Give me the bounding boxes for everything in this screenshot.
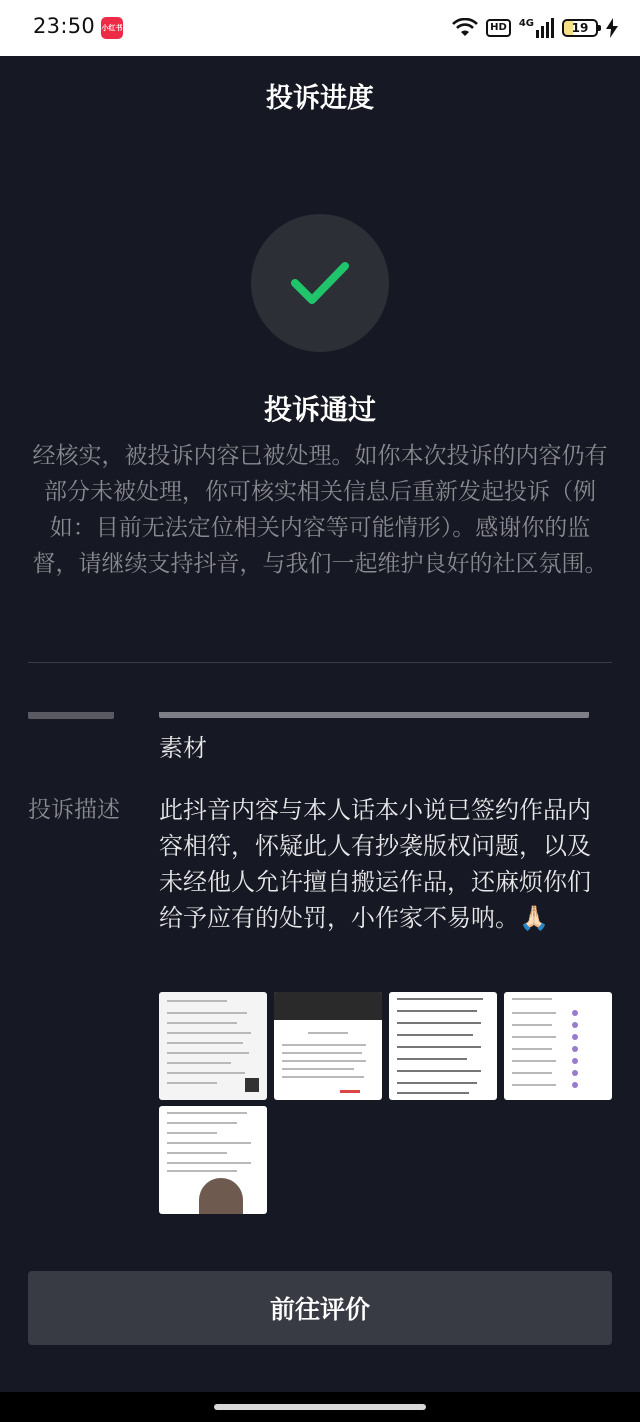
status-indicators [452,14,618,42]
result-title: 投诉通过 [263,393,376,426]
result-description: 经核实，被投诉内容已被处理。如你本次投诉的内容仍有部分未被处理，你可核实相关信息后重新发起投诉（例如：目前无法定位相关内容等可能情形）。感谢你的监督，请继续支持抖音，与我们一起维护良好的社区氛围。 [32,443,608,577]
wifi-icon [452,18,478,38]
charging-bolt-icon [606,18,618,38]
complaint-reason-value-tail: 素材 [159,734,207,762]
battery-icon [562,19,598,37]
attachment-thumbnail[interactable] [274,992,382,1100]
complaint-description-label: 投诉描述 [28,797,120,823]
result-status-circle [251,214,389,352]
status-time: 23:50 [33,14,96,38]
attachment-thumbnail[interactable] [389,992,497,1100]
checkmark-icon [289,258,351,308]
complaint-description-value: 此抖音内容与本人话本小说已签约作品内容相符，怀疑此人有抄袭版权问题，以及未经他人允许擅自搬运作品，还麻烦你们给予应有的处罚，小作家不易呐。🙏🏻 [159,796,591,932]
attachment-thumbnail[interactable] [159,1106,267,1214]
clipped-text-line [159,712,589,718]
attachment-thumbnail[interactable] [504,992,612,1100]
battery-level: 19 [571,21,589,35]
thumbnail-photo [199,1178,243,1214]
home-indicator[interactable] [214,1404,426,1410]
complaint-reason-label [28,712,148,730]
network-type-label: 4G [518,18,534,29]
page-title: 投诉进度 [266,83,374,114]
divider [28,662,612,663]
status-bar [0,0,640,56]
complaint-reason-value [159,712,605,766]
app-notification-icon: 小红书 [101,17,123,39]
complaint-reason-field [28,712,612,766]
go-review-button[interactable]: 前往评价 [28,1271,612,1345]
complaint-details[interactable] [0,712,640,1262]
attachment-thumbnail[interactable] [159,992,267,1100]
attachment-thumbnails [159,992,615,1214]
hd-icon: HD [486,19,511,37]
signal-4g-icon [519,18,554,38]
